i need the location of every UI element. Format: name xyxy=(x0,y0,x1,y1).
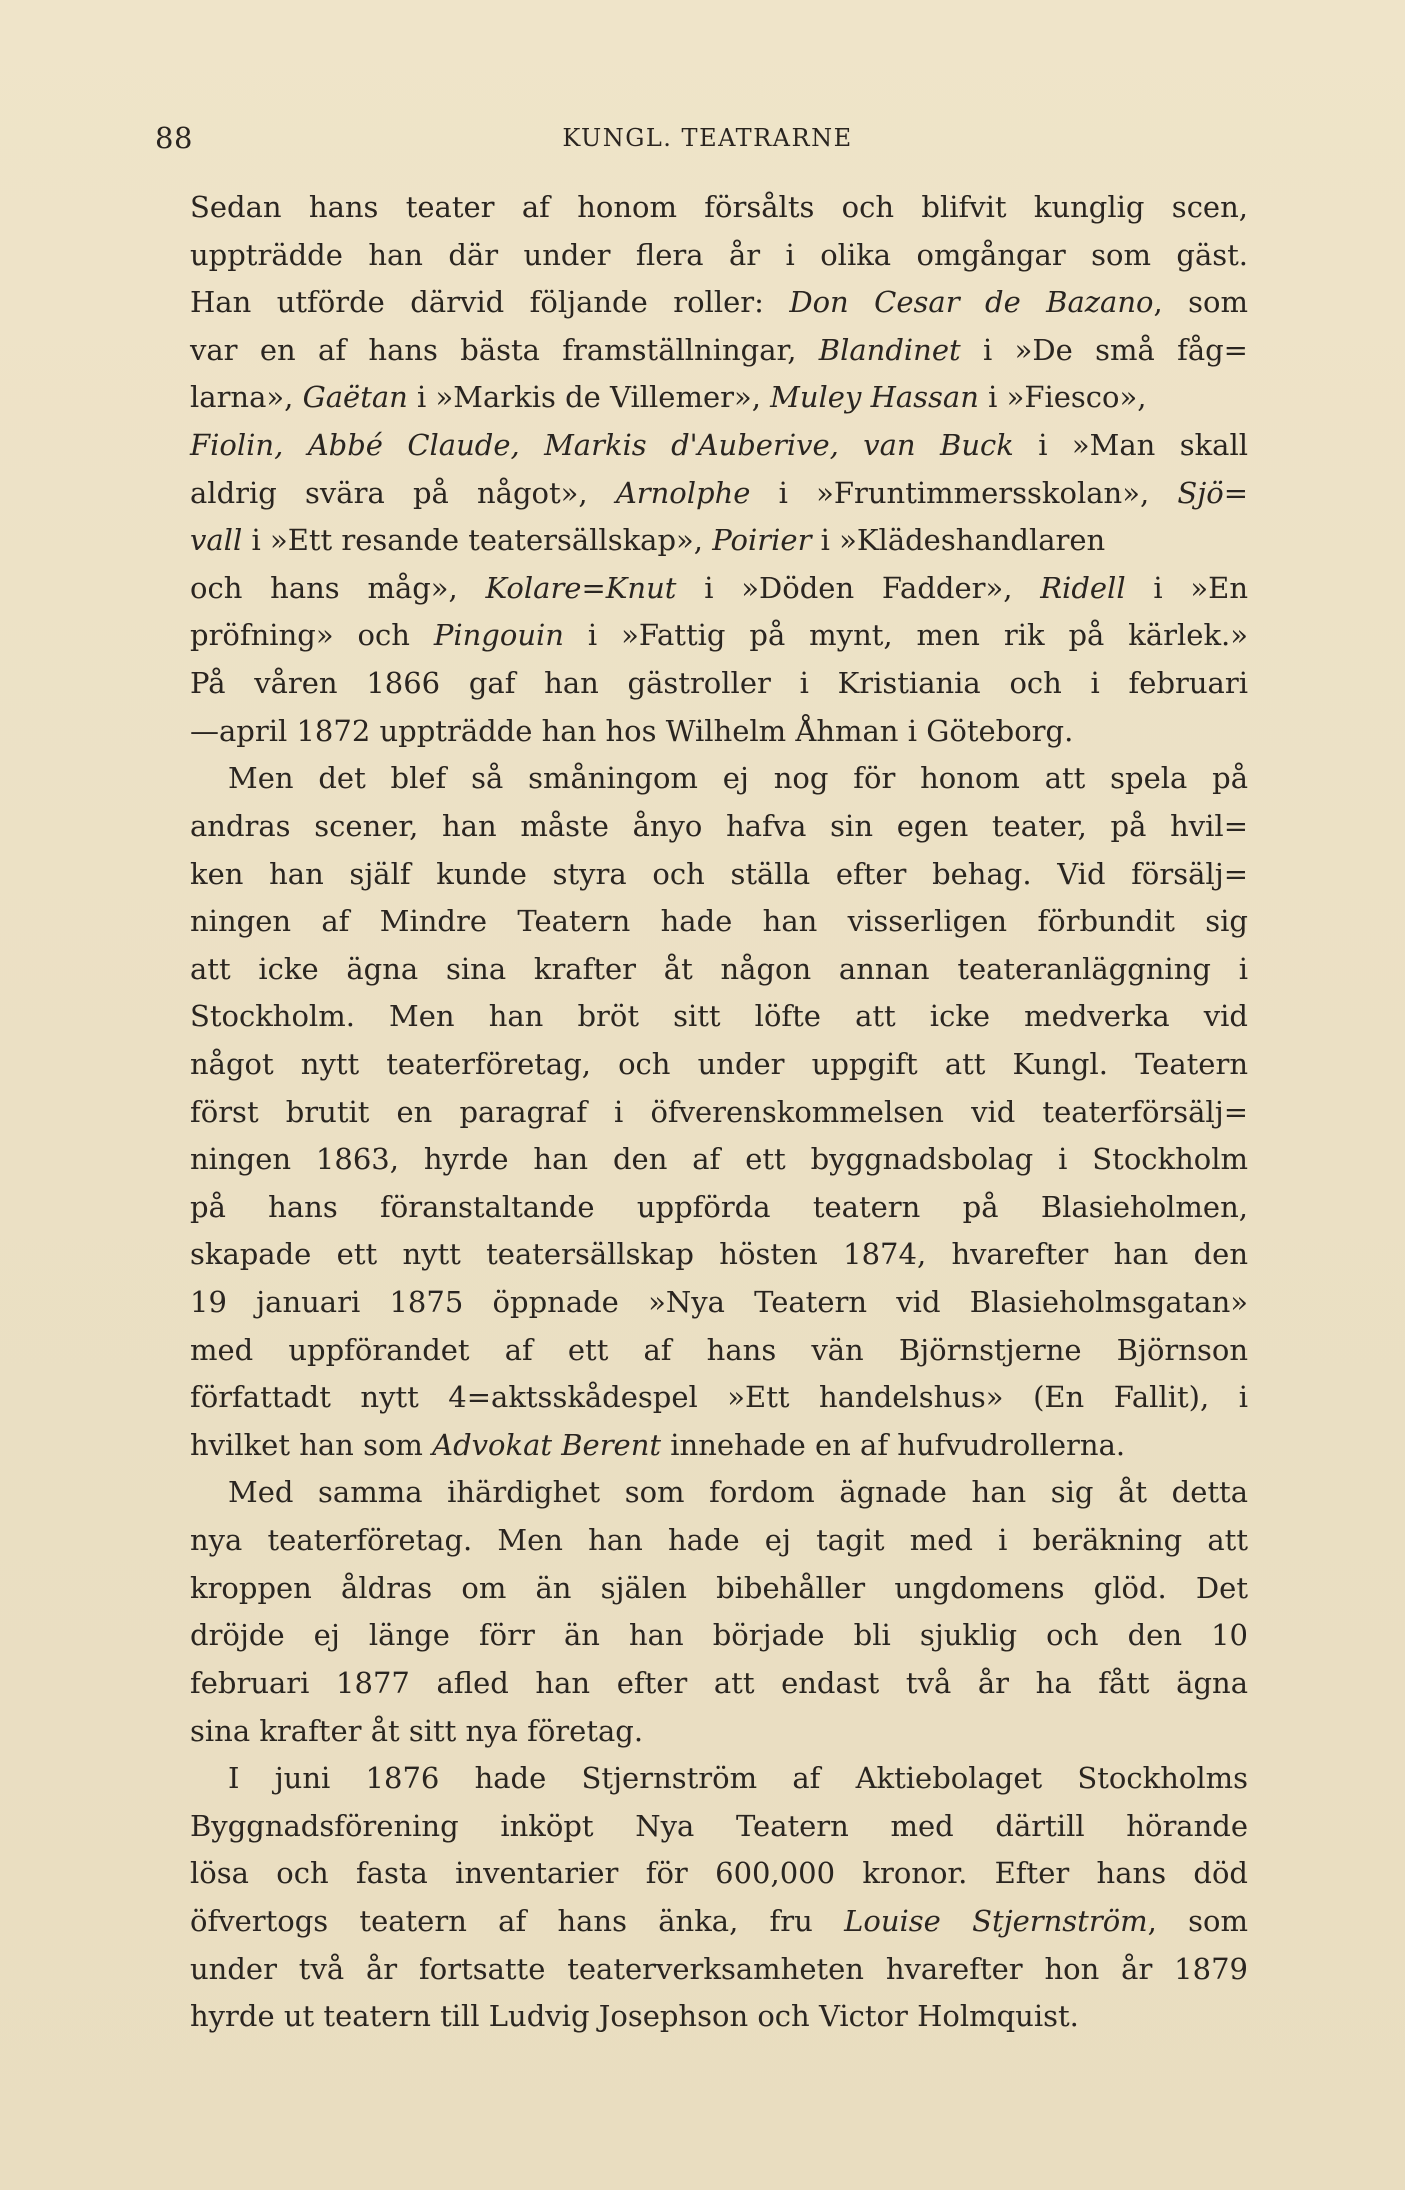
text-line: Byggnadsförening inköpt Nya Teatern med därtill hörande xyxy=(190,1808,1248,1843)
text-line: februari 1877 afled han efter att endast två år ha fått ägna xyxy=(190,1665,1248,1700)
person-name: Louise Stjernström xyxy=(844,1903,1148,1938)
role-name: Don Cesar de Bazano xyxy=(789,285,1154,320)
role-name: Arnolphe xyxy=(615,475,751,510)
text-line: vall i »Ett resande teatersällskap», Poirier i »Klädeshandlaren xyxy=(190,523,1106,558)
text-line: —april 1872 uppträdde han hos Wilhelm Åhman i Göteborg. xyxy=(190,713,1074,748)
text-line: först brutit en paragraf i öfverenskommelsen vid teaterförsälj= xyxy=(190,1094,1248,1129)
text-line: ken han själf kunde styra och ställa efter behag. Vid försälj= xyxy=(190,856,1248,891)
text-line: Med samma ihärdighet som fordom ägnade han sig åt detta xyxy=(228,1475,1248,1510)
text-line: hyrde ut teatern till Ludvig Josephson och Victor Holmquist. xyxy=(190,1999,1079,2034)
running-head: KUNGL. TEATRARNE xyxy=(562,124,853,152)
role-name: Blandinet xyxy=(818,332,961,367)
role-name: Fiolin, Abbé Claude, Markis d'Auberive, van Buck xyxy=(190,428,1014,463)
page-header xyxy=(155,118,1260,158)
role-name: vall xyxy=(190,523,243,558)
text-line: författadt nytt 4=aktsskådespel »Ett handelshus» (En Fallit), i xyxy=(190,1380,1248,1415)
text-line: på hans föranstaltande uppförda teatern på Blasieholmen, xyxy=(190,1189,1248,1224)
text-line: pröfning» och Pingouin i »Fattig på mynt, men rik på kärlek.» xyxy=(190,618,1248,653)
role-name: Muley Hassan xyxy=(770,380,979,415)
text-line: aldrig svära på något», Arnolphe i »Fruntimmersskolan», Sjö= xyxy=(190,475,1249,510)
text-line: lösa och fasta inventarier för 600,000 kronor. Efter hans död xyxy=(190,1856,1248,1891)
text-line: och hans måg», Kolare=Knut i »Döden Fadder», Ridell i »En xyxy=(190,570,1249,605)
text-line: Han utförde därvid följande roller: Don Cesar de Bazano, som xyxy=(190,285,1248,320)
text-line: hvilket han som Advokat Berent innehade en af hufvudrollerna. xyxy=(190,1427,1126,1462)
text-line: 19 januari 1875 öppnade »Nya Teatern vid Blasieholmsgatan» xyxy=(190,1285,1248,1320)
role-name: Ridell xyxy=(1040,570,1126,605)
role-name: Pingouin xyxy=(433,618,564,653)
text-line: något nytt teaterföretag, och under uppgift att Kungl. Teatern xyxy=(190,1046,1248,1081)
text-line: Sedan hans teater af honom försålts och blifvit kunglig scen, xyxy=(190,190,1248,224)
role-name: Kolare=Knut xyxy=(485,570,677,605)
role-name: Advokat Berent xyxy=(432,1427,662,1462)
text-line: sina krafter åt sitt nya företag. xyxy=(190,1713,644,1748)
text-line: I juni 1876 hade Stjernström af Aktiebolaget Stockholms xyxy=(228,1761,1248,1796)
text-line: nya teaterföretag. Men han hade ej tagit med i beräkning att xyxy=(190,1523,1248,1558)
text-line: ningen 1863, hyrde han den af ett byggnadsbolag i Stockholm xyxy=(190,1142,1248,1177)
text-line: ningen af Mindre Teatern hade han visserligen förbundit sig xyxy=(190,904,1248,939)
text-line: kroppen åldras om än själen bibehåller ungdomens glöd. Det xyxy=(190,1570,1248,1605)
text-line: larna», Gaëtan i »Markis de Villemer», Muley Hassan i »Fiesco», xyxy=(190,380,1147,415)
text-line: öfvertogs teatern af hans änka, fru Louise Stjernström, som xyxy=(190,1903,1248,1938)
role-name: Poirier xyxy=(712,523,812,558)
role-name: Sjö= xyxy=(1177,475,1249,510)
text-line: att icke ägna sina krafter åt någon annan teateranläggning i xyxy=(190,951,1248,986)
text-line: dröjde ej länge förr än han började bli sjuklig och den 10 xyxy=(190,1618,1248,1653)
text-line: Men det blef så småningom ej nog för honom att spela på xyxy=(228,761,1248,796)
text-line: Stockholm. Men han bröt sitt löfte att icke medverka vid xyxy=(190,999,1248,1034)
text-line: var en af hans bästa framställningar, Blandinet i »De små fåg= xyxy=(190,332,1248,367)
text-line: På våren 1866 gaf han gästroller i Kristiania och i februari xyxy=(190,666,1248,701)
body-text xyxy=(190,184,1248,2041)
text-line: andras scener, han måste ånyo hafva sin egen teater, på hvil= xyxy=(190,808,1248,843)
text-line: under två år fortsatte teaterverksamheten hvarefter hon år 1879 xyxy=(190,1951,1248,1986)
text-line: Fiolin, Abbé Claude, Markis d'Auberive, van Buck i »Man skall xyxy=(190,428,1248,463)
text-line: uppträdde han där under flera år i olika omgångar som gäst. xyxy=(190,237,1248,272)
text-line: skapade ett nytt teatersällskap hösten 1874, hvarefter han den xyxy=(190,1237,1248,1272)
role-name: Gaëtan xyxy=(302,380,408,415)
page-number: 88 xyxy=(155,121,193,155)
text-line: med uppförandet af ett af hans vän Björnstjerne Björnson xyxy=(190,1332,1248,1367)
